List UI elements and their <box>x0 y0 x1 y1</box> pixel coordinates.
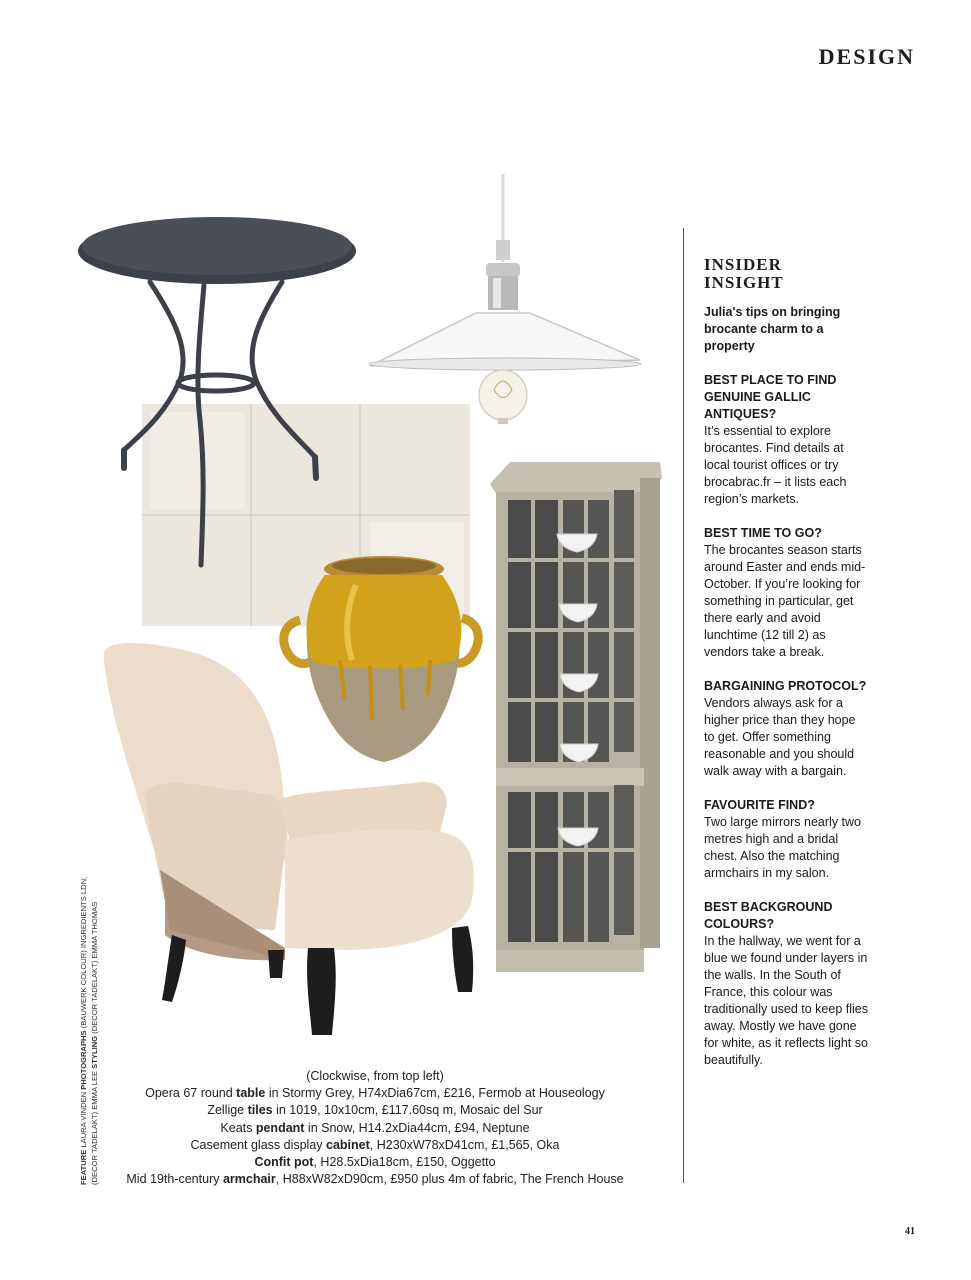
qa-question: BEST TIME TO GO? <box>704 526 822 540</box>
qa-item <box>704 678 869 780</box>
column-divider <box>683 228 684 1183</box>
credits-line-2: (DECOR TADELAKT) EMMA LEE STYLING (DECOR TADELAKT) EMMA THOMAS <box>90 901 99 1185</box>
qa-answer: In the hallway, we went for a blue we found under layers in the walls. In the South of France, this colour was traditionally used to keep flies away. Mostly we have gone for white, as it reflects light so beautifully. <box>704 934 868 1067</box>
caption-line-cabinet: Casement glass display cabinet, H230xW78xD41cm, £1,565, Oka <box>190 1137 560 1152</box>
qa-item <box>704 797 869 882</box>
sidebar-heading-line1: INSIDER <box>704 255 782 274</box>
pendant-lamp <box>369 174 641 424</box>
insider-insight-sidebar <box>704 256 869 1069</box>
caption-line-pot: Confit pot, H28.5xDia18cm, £150, Oggetto <box>254 1155 496 1170</box>
credits-line-1: FEATURE LAURA VINDEN PHOTOGRAPHS (BAUWERK COLOUR) INGREDIENTS LDN; <box>79 876 88 1185</box>
caption-line-table: Opera 67 round table in Stormy Grey, H74xDia67cm, £216, Fermob at Houseology <box>145 1086 605 1101</box>
sidebar-heading <box>704 256 869 292</box>
qa-question: FAVOURITE FIND? <box>704 798 815 812</box>
product-caption <box>110 1068 640 1188</box>
qa-question: BARGAINING PROTOCOL? <box>704 679 867 693</box>
display-cabinet <box>490 462 662 972</box>
page-number: 41 <box>905 1226 915 1237</box>
qa-answer: Vendors always ask for a higher price than they hope to get. Offer something reasonable and you should walk away with a bargain. <box>704 696 856 778</box>
qa-item <box>704 899 869 1069</box>
sidebar-standfirst: Julia's tips on bringing brocante charm to a property <box>704 305 841 353</box>
caption-line-armchair: Mid 19th-century armchair, H88xW82xD90cm, £950 plus 4m of fabric, The French House <box>126 1172 624 1187</box>
qa-answer: Two large mirrors nearly two metres high and a bridal chest. Also the matching armchairs in my salon. <box>704 815 861 880</box>
qa-item <box>704 525 869 661</box>
sidebar-heading-line2: INSIGHT <box>704 273 784 292</box>
qa-answer: It’s essential to explore brocantes. Find details at local tourist offices or try brocabrac.fr – it lists each region’s markets. <box>704 424 847 506</box>
qa-answer: The brocantes season starts around Easter and ends mid-October. If you’re looking for something in particular, get there early and avoid lunchtime (12 till 2) as vendors take a break. <box>704 543 866 659</box>
caption-line-tiles: Zellige tiles in 1019, 10x10cm, £117.60sq m, Mosaic del Sur <box>207 1103 543 1118</box>
qa-question: BEST PLACE TO FIND GENUINE GALLIC ANTIQUES? <box>704 373 837 421</box>
qa-question: BEST BACKGROUND COLOURS? <box>704 900 833 931</box>
caption-line-pendant: Keats pendant in Snow, H14.2xDia44cm, £94, Neptune <box>220 1120 530 1135</box>
section-label: DESIGN <box>818 44 915 69</box>
caption-intro: (Clockwise, from top left) <box>306 1069 444 1083</box>
qa-item <box>704 372 869 508</box>
